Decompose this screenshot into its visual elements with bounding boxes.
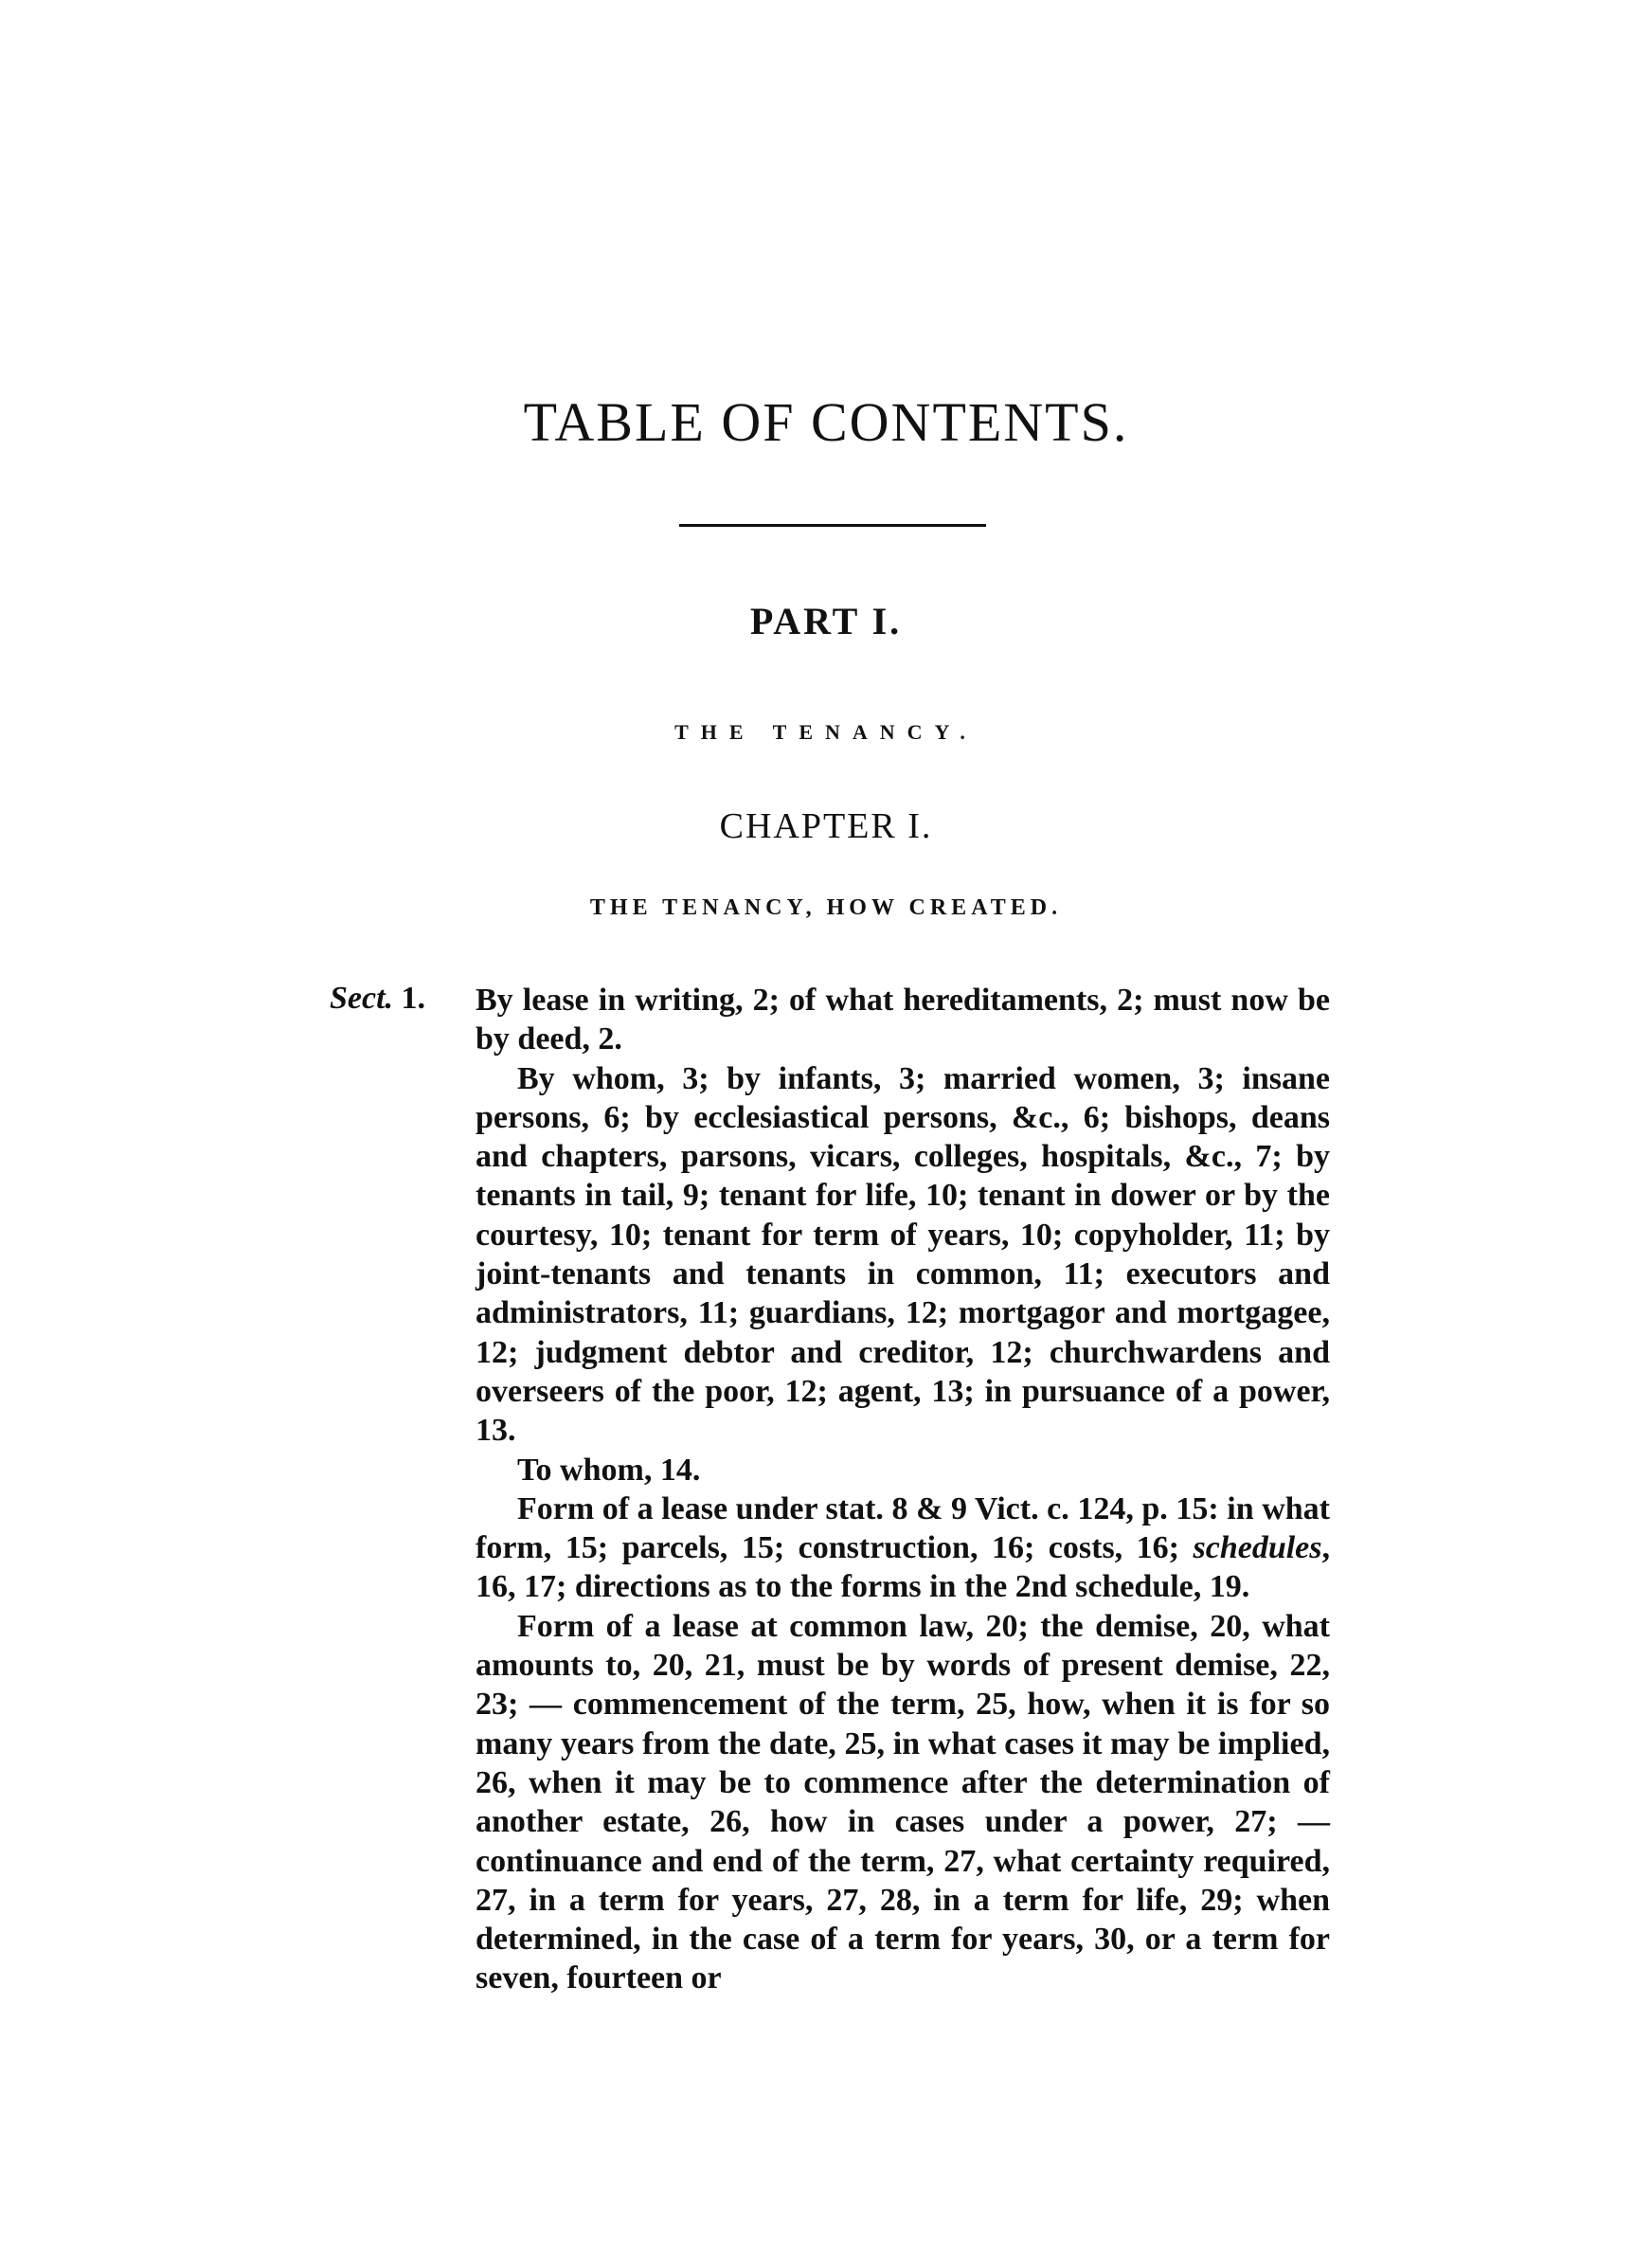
statute-text-end: , 16, 17; directions as to the forms in the 2nd schedule, 19. (476, 1530, 1330, 1605)
paragraph-lease-in-writing: By lease in writing, 2; of what hereditaments, 2; must now be by deed, 2. (476, 983, 1330, 1057)
title-rule (679, 524, 986, 527)
paragraph-form-common-law: Form of a lease at common law, 20; the demise, 20, what amounts to, 20, 21, must be by words of present demise, 22, 23; — commencement of the term, 25, how, when it is for so many years from the date, 25, in what cases it may be implied, 26, when it may be to commence after the determination of another estate, 26, how in cases under a power, 27; —continuance and end of the term, 27, what certainty required, 27, in a term for years, 27, 28, in a term for life, 29; when determined, in the case of a term for years, 30, or a term for seven, fourteen or (476, 1608, 1330, 1996)
part-heading: PART I. (749, 600, 903, 642)
section-label (330, 981, 425, 1017)
page-title: TABLE OF CONTENTS. (523, 391, 1129, 453)
section-number: 1. (401, 981, 426, 1016)
part-subtitle: THE TENANCY. (674, 720, 978, 744)
schedules-emphasis: schedules (1193, 1530, 1322, 1566)
paragraph-form-under-statute (476, 1490, 1330, 1607)
statute-text-start: Form of a lease under stat. 8 & 9 Vict. c. 124, p. 15: in what form, 15; parcels, 15; construction, 16; costs, 16; (476, 1490, 1330, 1566)
section-prefix: Sect. (330, 981, 394, 1016)
paragraph-to-whom: To whom, 14. (517, 1452, 701, 1488)
section-body (476, 981, 1330, 1998)
chapter-subtitle: THE TENANCY, HOW CREATED. (589, 895, 1063, 920)
chapter-heading: CHAPTER I. (719, 806, 933, 846)
paragraph-by-whom: By whom, 3; by infants, 3; married women, 3; insane persons, 6; by ecclesiastical persons, &c., 6; bishops, deans and chapters, parsons, vicars, colleges, hospitals, &c., 7; by tenants in tail, 9; tenant for life, 10; tenant in dower or by the courtesy, 10; tenant for term of years, 10; copyholder, 11; by joint-tenants and tenants in common, 11; executors and administrators, 11; guardians, 12; mortgagor and mortgagee, 12; judgment debtor and creditor, 12; churchwardens and overseers of the poor, 12; agent, 13; in pursuance of a power, 13. (476, 1060, 1330, 1449)
